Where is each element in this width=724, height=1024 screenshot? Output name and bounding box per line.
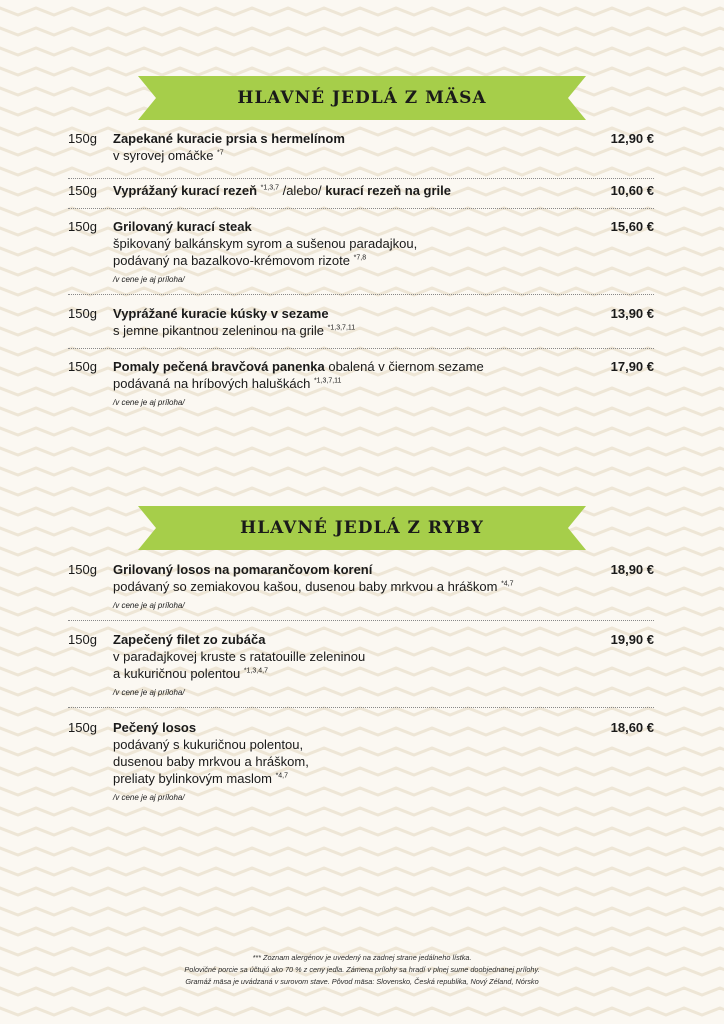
item-name-alt: kurací rezeň na grile (325, 183, 451, 198)
item-divider (68, 178, 654, 179)
allergen-codes: *7,8 (353, 254, 367, 262)
item-description (113, 358, 583, 408)
footer-notes (0, 952, 724, 988)
chevron-stripe (0, 348, 724, 355)
item-price: 10,60 € (610, 183, 654, 198)
chevron-stripe (0, 8, 724, 15)
item-name: Pečený losos (113, 720, 197, 735)
allergen-codes: *1,3,4,7 (243, 667, 268, 675)
item-name: Vyprážané kuracie kúsky v sezame (113, 306, 329, 321)
item-detail: dusenou baby mrkvou a hráškom, (113, 754, 309, 769)
menu-item (0, 358, 724, 408)
item-name: Zapečený filet zo zubáča (113, 632, 266, 647)
item-detail: v paradajkovej kruste s ratatouille zeleninou (113, 649, 366, 664)
item-description (113, 561, 583, 611)
footer-portion-note: Polovičné porcie sa účtujú ako 70 % z ceny jedla. Zámena prílohy sa hradí v plnej sume doobjednanej prílohy. (184, 965, 540, 974)
allergen-codes: *1,3,7,11 (327, 324, 356, 332)
section-title: HLAVNÉ JEDLÁ Z RYBY (240, 518, 484, 538)
side-dish-note: /v cene je aj príloha/ (113, 398, 185, 407)
section-title: HLAVNÉ JEDLÁ Z MÄSA (237, 88, 487, 108)
side-dish-note: /v cene je aj príloha/ (113, 601, 185, 610)
item-weight: 150g (68, 183, 97, 198)
item-name: Pomaly pečená bravčová panenka (113, 359, 325, 374)
side-dish-note: /v cene je aj príloha/ (113, 275, 185, 284)
item-price: 15,60 € (610, 219, 654, 234)
item-price: 13,90 € (610, 306, 654, 321)
item-divider (68, 348, 654, 349)
item-description (113, 182, 583, 199)
chevron-stripe (0, 848, 724, 855)
item-connector: /alebo/ (282, 183, 322, 198)
chevron-stripe (0, 1008, 724, 1015)
item-detail: podávaná na hríbových haluškách (113, 376, 311, 391)
chevron-stripe (0, 828, 724, 835)
footer-allergen-note: *** Zoznam alergénov je uvedený na zadnej strane jedálneho lístka. (252, 953, 472, 962)
side-dish-note: /v cene je aj príloha/ (113, 688, 185, 697)
chevron-stripe (0, 48, 724, 55)
chevron-stripe (0, 888, 724, 895)
item-description (113, 130, 583, 164)
chevron-stripe (0, 428, 724, 435)
item-description (113, 719, 583, 803)
chevron-stripe (0, 28, 724, 35)
item-weight: 150g (68, 131, 97, 146)
section-banner (138, 506, 586, 550)
item-divider (68, 620, 654, 621)
item-description (113, 631, 583, 698)
item-divider (68, 208, 654, 209)
item-weight: 150g (68, 306, 97, 321)
menu-item (0, 182, 724, 202)
item-divider (68, 707, 654, 708)
item-price: 12,90 € (610, 131, 654, 146)
item-detail: obalená v čiernom sezame (328, 359, 484, 374)
chevron-stripe (0, 408, 724, 415)
item-name: Zapekané kuracie prsia s hermelínom (113, 131, 345, 146)
item-detail: preliaty bylinkovým maslom (113, 771, 272, 786)
chevron-stripe (0, 808, 724, 815)
item-detail: podávaný s kukuričnou polentou, (113, 737, 304, 752)
item-price: 19,90 € (610, 632, 654, 647)
item-name: Vyprážaný kurací rezeň (113, 183, 258, 198)
item-detail: s jemne pikantnou zeleninou na grile (113, 323, 325, 338)
item-detail: podávaný so zemiakovou kašou, dusenou baby mrkvou a hráškom (113, 579, 498, 594)
item-weight: 150g (68, 632, 97, 647)
chevron-stripe (0, 928, 724, 935)
chevron-stripe (0, 708, 724, 715)
allergen-codes: *1,3,7 (260, 184, 279, 192)
menu-item (0, 218, 724, 288)
footer-origin-note: Gramáž mäsa je uvádzaná v surovom stave. Pôvod mäsa: Slovensko, Česká republika, Nový Zéland, Nórsko (185, 977, 539, 986)
item-weight: 150g (68, 359, 97, 374)
item-weight: 150g (68, 219, 97, 234)
item-weight: 150g (68, 562, 97, 577)
item-detail: v syrovej omáčke (113, 148, 214, 163)
item-price: 18,60 € (610, 720, 654, 735)
chevron-stripe (0, 468, 724, 475)
chevron-stripe (0, 448, 724, 455)
chevron-stripe (0, 68, 724, 75)
chevron-stripe (0, 208, 724, 215)
item-price: 17,90 € (610, 359, 654, 374)
allergen-codes: *7 (217, 149, 224, 157)
menu-item (0, 719, 724, 803)
item-description (113, 305, 583, 339)
chevron-stripe (0, 488, 724, 495)
menu-item (0, 561, 724, 611)
item-divider (68, 294, 654, 295)
item-detail: podávaný na bazalkovo-krémovom rizote (113, 253, 351, 268)
item-description (113, 218, 583, 285)
item-name: Grilovaný losos na pomarančovom korení (113, 562, 373, 577)
menu-item (0, 130, 724, 170)
menu-item (0, 305, 724, 345)
item-weight: 150g (68, 720, 97, 735)
item-detail: špikovaný balkánskym syrom a sušenou paradajkou, (113, 236, 418, 251)
item-price: 18,90 € (610, 562, 654, 577)
allergen-codes: *1,3,7,11 (313, 377, 342, 385)
side-dish-note: /v cene je aj príloha/ (113, 793, 185, 802)
item-detail: a kukuričnou polentou (113, 666, 241, 681)
allergen-codes: *4,7 (501, 580, 514, 588)
section-banner (138, 76, 586, 120)
chevron-stripe (0, 908, 724, 915)
item-name: Grilovaný kurací steak (113, 219, 252, 234)
chevron-stripe (0, 988, 724, 995)
chevron-stripe (0, 868, 724, 875)
menu-item (0, 631, 724, 697)
allergen-codes: *4,7 (275, 772, 289, 780)
